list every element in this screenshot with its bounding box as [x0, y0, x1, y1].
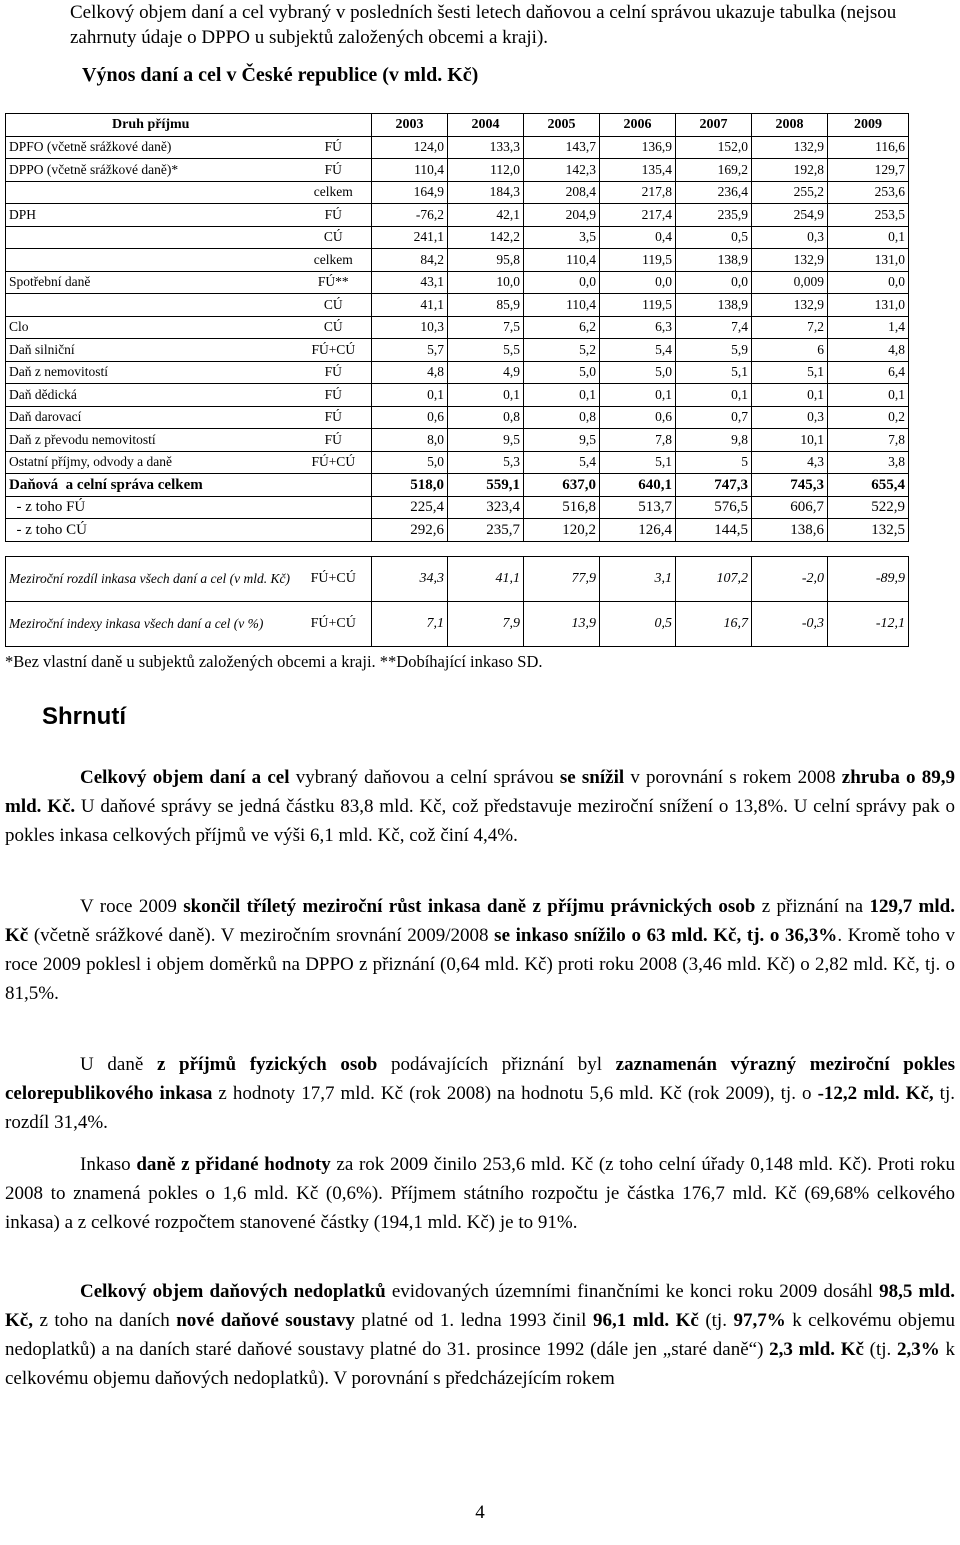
text-run: 2,3 mld. Kč: [769, 1339, 864, 1360]
value-cell: 119,5: [600, 294, 676, 317]
extra-value: 34,3: [372, 556, 448, 601]
value-cell: 0,3: [752, 226, 828, 249]
value-cell: 0,1: [448, 384, 524, 407]
text-run: z příjmů fyzických osob: [156, 1054, 378, 1075]
value-cell: 0,7: [676, 406, 752, 429]
table-row: [6, 159, 909, 182]
row-unit: CÚ: [296, 316, 372, 339]
value-cell: 0,1: [372, 384, 448, 407]
row-label: Ostatní příjmy, odvody a daně: [6, 451, 296, 474]
text-run: 2,3%: [897, 1339, 940, 1360]
value-cell: 518,0: [372, 474, 448, 497]
value-cell: 0,1: [676, 384, 752, 407]
value-cell: 6,2: [524, 316, 600, 339]
row-label: [6, 249, 296, 272]
extra-label: Meziroční rozdíl inkasa všech daní a cel (v mld. Kč): [6, 556, 296, 601]
extra-value: 16,7: [676, 601, 752, 646]
value-cell: 0,0: [676, 271, 752, 294]
text-run: podávajících přiznání byl: [377, 1054, 616, 1075]
text-run: tj. rozdíl 31,4%.: [5, 1083, 955, 1133]
value-cell: 8,0: [372, 429, 448, 452]
table-row: [6, 406, 909, 429]
value-cell: 0,5: [676, 226, 752, 249]
value-cell: 164,9: [372, 181, 448, 204]
value-cell: 138,9: [676, 249, 752, 272]
value-cell: 143,7: [524, 136, 600, 159]
text-run: (včetně srážkové daně). V meziročním srovnání 2009/2008: [28, 925, 495, 946]
value-cell: 253,6: [828, 181, 909, 204]
table-row: [6, 249, 909, 272]
table-row: [6, 316, 909, 339]
header-cell: Druh příjmu: [6, 114, 296, 137]
table-row: [6, 451, 909, 474]
value-cell: 42,1: [448, 204, 524, 227]
text-run: 129,7 mld. Kč: [5, 896, 955, 946]
row-label: DPFO (včetně srážkové daně): [6, 136, 296, 159]
separator-cell: [6, 541, 296, 556]
extra-value: 107,2: [676, 556, 752, 601]
separator-cell: [448, 541, 524, 556]
value-cell: 745,3: [752, 474, 828, 497]
value-cell: 559,1: [448, 474, 524, 497]
value-cell: 126,4: [600, 519, 676, 542]
text-run: vybraný daňovou a celní správou: [289, 767, 560, 788]
extra-unit: FÚ+CÚ: [296, 556, 372, 601]
text-run: 96,1 mld. Kč: [592, 1310, 699, 1331]
table-row: [6, 519, 909, 542]
row-label: [6, 294, 296, 317]
value-cell: 0,8: [448, 406, 524, 429]
value-cell: 5,9: [676, 339, 752, 362]
paragraph-4: [5, 1150, 955, 1237]
table-row: [6, 226, 909, 249]
value-cell: 5,1: [676, 361, 752, 384]
separator-cell: [372, 541, 448, 556]
extra-value: -89,9: [828, 556, 909, 601]
header-cell: [296, 114, 372, 137]
text-run: zaznamenán výrazný meziroční pokles celorepublikového inkasa: [5, 1054, 956, 1104]
row-unit: FÚ**: [296, 271, 372, 294]
separator-cell: [524, 541, 600, 556]
value-cell: 10,3: [372, 316, 448, 339]
value-cell: 124,0: [372, 136, 448, 159]
value-cell: 119,5: [600, 249, 676, 272]
intro-text: Celkový objem daní a cel vybraný v posledních šesti letech daňovou a celní správou ukazuje tabulka (nejsou zahrnuty údaje o DPPO u subjektů založených obcemi a kraji).: [70, 2, 897, 48]
value-cell: 110,4: [524, 249, 600, 272]
value-cell: 637,0: [524, 474, 600, 497]
paragraph-1: [5, 763, 955, 850]
row-unit: CÚ: [296, 294, 372, 317]
value-cell: 5,4: [524, 451, 600, 474]
value-cell: 0,1: [752, 384, 828, 407]
row-unit: FÚ+CÚ: [296, 451, 372, 474]
value-cell: -76,2: [372, 204, 448, 227]
text-run: U daně: [80, 1054, 157, 1075]
table-row: [6, 204, 909, 227]
value-cell: 5,0: [524, 361, 600, 384]
table-row: [6, 339, 909, 362]
row-unit: [296, 496, 372, 519]
text-run: z toho na daních: [32, 1310, 177, 1331]
separator-cell: [752, 541, 828, 556]
row-label: Daň z převodu nemovitostí: [6, 429, 296, 452]
row-unit: FÚ: [296, 159, 372, 182]
extra-value: 7,1: [372, 601, 448, 646]
value-cell: 110,4: [372, 159, 448, 182]
value-cell: 85,9: [448, 294, 524, 317]
value-cell: 9,5: [448, 429, 524, 452]
text-run: zhruba o 89,9 mld. Kč.: [5, 767, 955, 817]
row-label: - z toho CÚ: [6, 519, 296, 542]
text-run: Inkaso: [80, 1154, 137, 1175]
row-unit: FÚ: [296, 406, 372, 429]
value-cell: 43,1: [372, 271, 448, 294]
text-run: 97,7%: [733, 1310, 786, 1331]
value-cell: 3,5: [524, 226, 600, 249]
value-cell: 5: [676, 451, 752, 474]
row-unit: [296, 474, 372, 497]
value-cell: 522,9: [828, 496, 909, 519]
value-cell: 136,9: [600, 136, 676, 159]
text-run: z hodnoty 17,7 mld. Kč (rok 2008) na hodnotu 5,6 mld. Kč (rok 2009), tj. o: [212, 1083, 818, 1104]
value-cell: 323,4: [448, 496, 524, 519]
table-extra-row: [6, 556, 909, 601]
row-unit: FÚ: [296, 384, 372, 407]
table-row: [6, 429, 909, 452]
table-title-text: Výnos daní a cel v České republice (v mld. Kč): [82, 64, 479, 86]
row-label: Daňová a celní správa celkem: [6, 474, 296, 497]
value-cell: 9,5: [524, 429, 600, 452]
value-cell: 5,0: [372, 451, 448, 474]
value-cell: 0,1: [828, 226, 909, 249]
value-cell: 7,8: [828, 429, 909, 452]
value-cell: 225,4: [372, 496, 448, 519]
row-label: Spotřební daně: [6, 271, 296, 294]
header-cell: 2006: [600, 114, 676, 137]
value-cell: 217,8: [600, 181, 676, 204]
value-cell: 5,1: [752, 361, 828, 384]
extra-value: -2,0: [752, 556, 828, 601]
value-cell: 10,0: [448, 271, 524, 294]
value-cell: 10,1: [752, 429, 828, 452]
value-cell: 292,6: [372, 519, 448, 542]
value-cell: 0,2: [828, 406, 909, 429]
value-cell: 0,0: [600, 271, 676, 294]
value-cell: 4,3: [752, 451, 828, 474]
text-run: -12,2 mld. Kč,: [817, 1083, 934, 1104]
value-cell: 152,0: [676, 136, 752, 159]
value-cell: 235,9: [676, 204, 752, 227]
value-cell: 3,8: [828, 451, 909, 474]
extra-value: 13,9: [524, 601, 600, 646]
header-cell: 2003: [372, 114, 448, 137]
separator-cell: [600, 541, 676, 556]
text-run: . Kromě toho v roce 2009 poklesl i objem doměrků na DPPO z přiznání (0,64 mld. Kč) proti roku 2008 (3,46 mld. Kč) o 2,82 mld. Kč, tj. o 81,5%.: [5, 925, 956, 1004]
value-cell: 640,1: [600, 474, 676, 497]
row-unit: FÚ: [296, 361, 372, 384]
header-cell: 2008: [752, 114, 828, 137]
value-cell: 0,8: [524, 406, 600, 429]
value-cell: 255,2: [752, 181, 828, 204]
value-cell: 142,2: [448, 226, 524, 249]
text-run: skončil tříletý meziroční růst inkasa daně z příjmu právnických osob: [183, 896, 756, 917]
text-run: Celkový objem daňových nedoplatků: [80, 1281, 386, 1302]
value-cell: 41,1: [372, 294, 448, 317]
value-cell: 0,1: [524, 384, 600, 407]
value-cell: 253,5: [828, 204, 909, 227]
value-cell: 184,3: [448, 181, 524, 204]
value-cell: 142,3: [524, 159, 600, 182]
value-cell: 110,4: [524, 294, 600, 317]
text-run: daně z přidané hodnoty: [136, 1154, 331, 1175]
value-cell: 9,8: [676, 429, 752, 452]
value-cell: 217,4: [600, 204, 676, 227]
text-run: platné od 1. ledna 1993 činil: [354, 1310, 593, 1331]
value-cell: 95,8: [448, 249, 524, 272]
section-heading: Shrnutí: [42, 703, 126, 730]
value-cell: 235,7: [448, 519, 524, 542]
row-label: Daň silniční: [6, 339, 296, 362]
value-cell: 0,009: [752, 271, 828, 294]
row-unit: celkem: [296, 181, 372, 204]
paragraph-2: [5, 892, 955, 1008]
separator-cell: [296, 541, 372, 556]
text-run: v porovnání s rokem 2008: [624, 767, 842, 788]
value-cell: 132,9: [752, 136, 828, 159]
text-run: (tj.: [863, 1339, 898, 1360]
value-cell: 132,5: [828, 519, 909, 542]
value-cell: 6,4: [828, 361, 909, 384]
value-cell: 5,0: [600, 361, 676, 384]
text-run: V roce 2009: [80, 896, 184, 917]
value-cell: 7,5: [448, 316, 524, 339]
table-separator: [6, 541, 909, 556]
value-cell: 254,9: [752, 204, 828, 227]
value-cell: 6,3: [600, 316, 676, 339]
text-run: k celkovému objemu nedoplatků) a na daních staré daňové soustavy platné do 31. prosince 1992 (dále jen „staré daně“): [5, 1310, 956, 1360]
table-row: [6, 271, 909, 294]
value-cell: 1,4: [828, 316, 909, 339]
table-row: [6, 294, 909, 317]
value-cell: 241,1: [372, 226, 448, 249]
extra-value: 3,1: [600, 556, 676, 601]
text-run: se inkaso snížilo o 63 mld. Kč, tj. o 36,3%: [494, 925, 838, 946]
header-cell: 2009: [828, 114, 909, 137]
value-cell: 0,6: [600, 406, 676, 429]
value-cell: 4,8: [372, 361, 448, 384]
extra-unit: FÚ+CÚ: [296, 601, 372, 646]
value-cell: 0,3: [752, 406, 828, 429]
value-cell: 112,0: [448, 159, 524, 182]
paragraph-3: [5, 1050, 955, 1137]
tax-revenue-table: [5, 113, 909, 647]
value-cell: 576,5: [676, 496, 752, 519]
value-cell: 6: [752, 339, 828, 362]
table-row: [6, 496, 909, 519]
table-row: [6, 361, 909, 384]
value-cell: 138,9: [676, 294, 752, 317]
value-cell: 4,8: [828, 339, 909, 362]
table-footnote: *Bez vlastní daně u subjektů založených obcemi a kraji. **Dobíhající inkaso SD.: [5, 652, 543, 671]
row-label: [6, 181, 296, 204]
value-cell: 138,6: [752, 519, 828, 542]
value-cell: 236,4: [676, 181, 752, 204]
value-cell: 208,4: [524, 181, 600, 204]
value-cell: 204,9: [524, 204, 600, 227]
extra-label: Meziroční indexy inkasa všech daní a cel (v %): [6, 601, 296, 646]
value-cell: 129,7: [828, 159, 909, 182]
value-cell: 513,7: [600, 496, 676, 519]
row-unit: FÚ: [296, 136, 372, 159]
value-cell: 5,4: [600, 339, 676, 362]
separator-cell: [676, 541, 752, 556]
value-cell: 747,3: [676, 474, 752, 497]
value-cell: 5,7: [372, 339, 448, 362]
row-unit: celkem: [296, 249, 372, 272]
value-cell: 0,1: [600, 384, 676, 407]
table-row: [6, 136, 909, 159]
text-run: nové daňové soustavy: [176, 1310, 355, 1331]
value-cell: 655,4: [828, 474, 909, 497]
value-cell: 131,0: [828, 249, 909, 272]
value-cell: 0,1: [828, 384, 909, 407]
value-cell: 120,2: [524, 519, 600, 542]
row-unit: FÚ: [296, 429, 372, 452]
extra-value: -12,1: [828, 601, 909, 646]
value-cell: 4,9: [448, 361, 524, 384]
paragraph-5: [5, 1277, 955, 1393]
table-title: [82, 64, 478, 87]
table-row: [6, 384, 909, 407]
extra-value: 7,9: [448, 601, 524, 646]
value-cell: 132,9: [752, 294, 828, 317]
table-header-row: [6, 114, 909, 137]
extra-value: 77,9: [524, 556, 600, 601]
value-cell: 0,0: [828, 271, 909, 294]
value-cell: 5,2: [524, 339, 600, 362]
table-row: [6, 474, 909, 497]
value-cell: 5,1: [600, 451, 676, 474]
row-label: Daň dědická: [6, 384, 296, 407]
row-label: - z toho FÚ: [6, 496, 296, 519]
extra-value: 0,5: [600, 601, 676, 646]
extra-value: 41,1: [448, 556, 524, 601]
value-cell: 7,2: [752, 316, 828, 339]
value-cell: 516,8: [524, 496, 600, 519]
value-cell: 133,3: [448, 136, 524, 159]
value-cell: 84,2: [372, 249, 448, 272]
table-extra-row: [6, 601, 909, 646]
row-unit: CÚ: [296, 226, 372, 249]
text-run: 98,5 mld. Kč,: [5, 1281, 955, 1331]
text-run: z přiznání na: [755, 896, 870, 917]
text-run: (tj.: [698, 1310, 734, 1331]
text-run: Celkový objem daní a cel: [80, 767, 290, 788]
row-unit: [296, 519, 372, 542]
text-run: U daňové správy se jedná částku 83,8 mld. Kč, což představuje meziroční snížení o 13,8%. U celní správy pak o pokles inkasa celkových příjmů ve výši 6,1 mld. Kč, což činí 4,4%.: [5, 796, 955, 846]
row-label: Clo: [6, 316, 296, 339]
separator-cell: [828, 541, 909, 556]
row-label: Daň darovací: [6, 406, 296, 429]
value-cell: 7,4: [676, 316, 752, 339]
row-label: DPH: [6, 204, 296, 227]
value-cell: 0,4: [600, 226, 676, 249]
value-cell: 135,4: [600, 159, 676, 182]
value-cell: 5,3: [448, 451, 524, 474]
text-run: evidovaných územními finančními ke konci roku 2009 dosáhl: [385, 1281, 880, 1302]
value-cell: 0,0: [524, 271, 600, 294]
value-cell: 116,6: [828, 136, 909, 159]
value-cell: 606,7: [752, 496, 828, 519]
header-cell: 2007: [676, 114, 752, 137]
row-unit: FÚ: [296, 204, 372, 227]
text-run: za rok 2009 činilo 253,6 mld. Kč (z toho celní úřady 0,148 mld. Kč). Proti roku 2008 to znamená pokles o 1,6 mld. Kč (0,6%). Příjmem státního rozpočtu je částka 176,7 mld. Kč (69,68% celkového inkasa) a z celkové rozpočtem stanovené částky (194,1 mld. Kč) je to 91%.: [5, 1154, 956, 1233]
page-number: 4: [475, 1502, 485, 1523]
value-cell: 144,5: [676, 519, 752, 542]
table-row: [6, 181, 909, 204]
value-cell: 131,0: [828, 294, 909, 317]
header-cell: 2004: [448, 114, 524, 137]
value-cell: 169,2: [676, 159, 752, 182]
value-cell: 192,8: [752, 159, 828, 182]
row-unit: FÚ+CÚ: [296, 339, 372, 362]
value-cell: 5,5: [448, 339, 524, 362]
extra-value: -0,3: [752, 601, 828, 646]
row-label: [6, 226, 296, 249]
row-label: Daň z nemovitostí: [6, 361, 296, 384]
value-cell: 7,8: [600, 429, 676, 452]
text-run: k celkovému objemu daňových nedoplatků). V porovnání s předcházejícím rokem: [5, 1339, 955, 1389]
text-run: se snížil: [559, 767, 625, 788]
value-cell: 132,9: [752, 249, 828, 272]
header-cell: 2005: [524, 114, 600, 137]
row-label: DPPO (včetně srážkové daně)*: [6, 159, 296, 182]
value-cell: 0,6: [372, 406, 448, 429]
